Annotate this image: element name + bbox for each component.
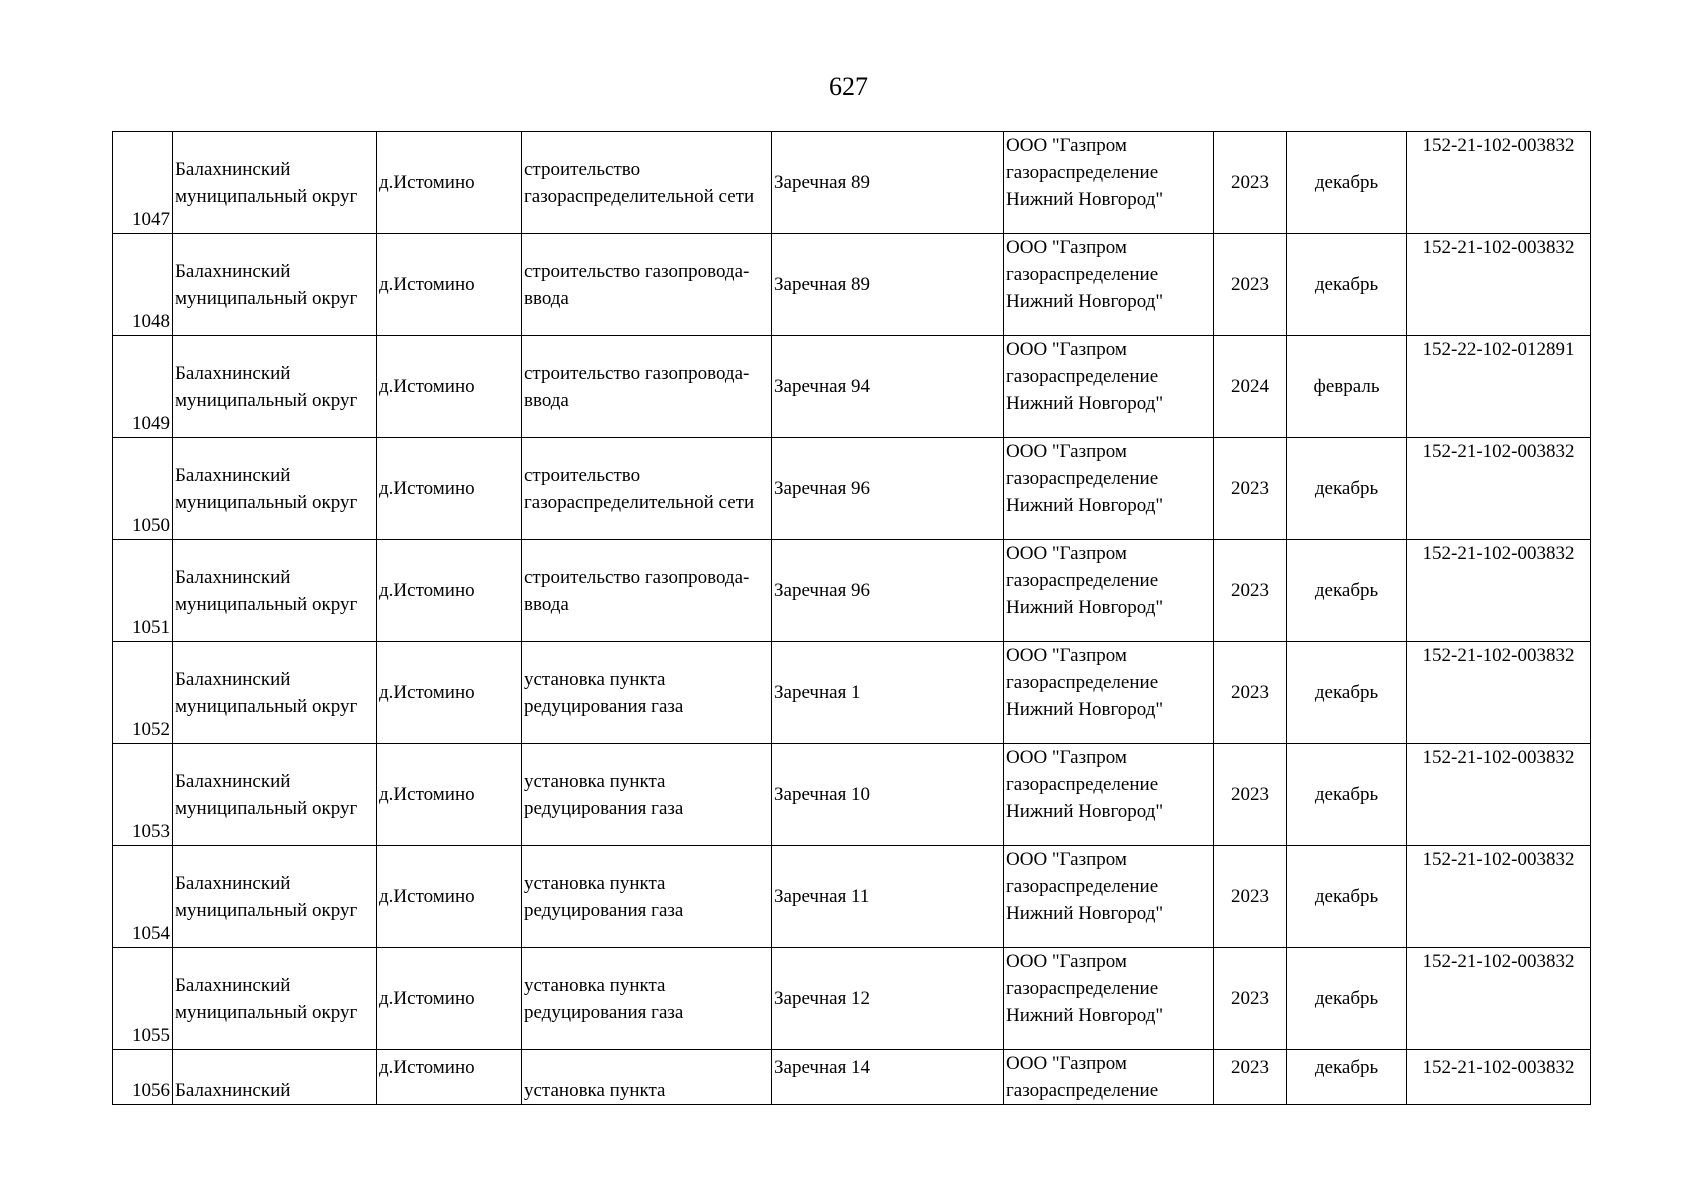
year-cell-text: 2023 xyxy=(1231,886,1269,907)
settlement-cell xyxy=(377,234,522,336)
address-cell xyxy=(772,846,1004,948)
organization-cell-text: Нижний Новгород" xyxy=(1006,903,1164,924)
month-cell-text: декабрь xyxy=(1314,886,1379,907)
row-number xyxy=(113,642,173,744)
address-cell-text: Заречная 14 xyxy=(774,1057,871,1078)
organization-cell xyxy=(1004,642,1214,744)
code-cell-text: 152-21-102-003832 xyxy=(1422,849,1575,870)
organization-cell xyxy=(1004,948,1214,1050)
district-cell xyxy=(173,132,377,234)
organization-cell-text: газораспределение xyxy=(1006,774,1159,795)
year-cell xyxy=(1214,336,1287,438)
table-row xyxy=(113,234,1591,336)
address-cell-text: Заречная 12 xyxy=(774,988,871,1009)
month-cell-text: декабрь xyxy=(1314,580,1379,601)
work-type-cell-text: установка пункта xyxy=(524,974,666,996)
year-cell-text: 2023 xyxy=(1231,478,1269,499)
row-number-text: 1056 xyxy=(132,1080,170,1101)
organization-cell-text: ООО "Газпром xyxy=(1006,237,1127,258)
code-cell xyxy=(1407,336,1591,438)
month-cell-text: февраль xyxy=(1313,376,1380,397)
district-cell xyxy=(173,948,377,1050)
table-row xyxy=(113,846,1591,948)
district-cell-text: муниципальный округ xyxy=(175,899,358,921)
organization-cell-text: Нижний Новгород" xyxy=(1006,1005,1164,1026)
code-cell xyxy=(1407,744,1591,846)
year-cell-text: 2023 xyxy=(1231,784,1269,805)
table-body xyxy=(113,132,1591,1105)
code-cell xyxy=(1407,846,1591,948)
district-cell-text: Балахнинский xyxy=(175,770,291,792)
organization-cell-text: газораспределение xyxy=(1006,570,1159,591)
district-cell-text: Балахнинский xyxy=(175,464,291,486)
work-type-cell-text: строительство газопровода- xyxy=(524,362,750,384)
organization-cell-text: Нижний Новгород" xyxy=(1006,597,1164,618)
address-cell-text: Заречная 96 xyxy=(774,580,871,601)
settlement-cell-text: д.Истомино xyxy=(379,580,475,601)
row-number xyxy=(113,1050,173,1105)
district-cell-text: Балахнинский xyxy=(175,1080,291,1101)
month-cell xyxy=(1287,336,1407,438)
month-cell-text: декабрь xyxy=(1314,682,1379,703)
organization-cell-text: Нижний Новгород" xyxy=(1006,189,1164,210)
register-table xyxy=(112,131,1591,1105)
settlement-cell xyxy=(377,846,522,948)
address-cell xyxy=(772,132,1004,234)
organization-cell xyxy=(1004,540,1214,642)
district-cell-text: муниципальный округ xyxy=(175,185,358,207)
organization-cell xyxy=(1004,438,1214,540)
address-cell xyxy=(772,642,1004,744)
organization-cell-text: газораспределение xyxy=(1006,162,1159,183)
address-cell xyxy=(772,744,1004,846)
table-row xyxy=(113,540,1591,642)
row-number-text: 1055 xyxy=(132,1025,170,1046)
work-type-cell xyxy=(522,234,772,336)
work-type-cell xyxy=(522,1050,772,1105)
year-cell xyxy=(1214,744,1287,846)
organization-cell-text: ООО "Газпром xyxy=(1006,747,1127,768)
district-cell xyxy=(173,642,377,744)
district-cell-text: муниципальный округ xyxy=(175,797,358,819)
table-row xyxy=(113,642,1591,744)
district-cell-text: Балахнинский xyxy=(175,566,291,588)
district-cell-text: Балахнинский xyxy=(175,158,291,180)
month-cell-text: декабрь xyxy=(1314,274,1379,295)
code-cell xyxy=(1407,948,1591,1050)
work-type-cell-text: строительство xyxy=(524,464,641,486)
organization-cell-text: Нижний Новгород" xyxy=(1006,801,1164,822)
address-cell-text: Заречная 1 xyxy=(774,682,861,703)
month-cell-text: декабрь xyxy=(1314,478,1379,499)
table-row xyxy=(113,132,1591,234)
work-type-cell xyxy=(522,744,772,846)
month-cell xyxy=(1287,1050,1407,1105)
organization-cell-text: ООО "Газпром xyxy=(1006,543,1127,564)
address-cell-text: Заречная 89 xyxy=(774,274,871,295)
organization-cell xyxy=(1004,132,1214,234)
work-type-cell-text: установка пункта xyxy=(524,1080,666,1101)
row-number xyxy=(113,744,173,846)
settlement-cell xyxy=(377,1050,522,1105)
district-cell-text: муниципальный округ xyxy=(175,593,358,615)
organization-cell-text: газораспределение xyxy=(1006,978,1159,999)
row-number-text: 1050 xyxy=(132,515,170,536)
month-cell xyxy=(1287,642,1407,744)
code-cell-text: 152-21-102-003832 xyxy=(1422,441,1575,462)
organization-cell-text: газораспределение xyxy=(1006,672,1159,693)
settlement-cell-text: д.Истомино xyxy=(379,274,475,295)
year-cell-text: 2024 xyxy=(1231,376,1269,397)
code-cell xyxy=(1407,132,1591,234)
work-type-cell-text: строительство газопровода- xyxy=(524,260,750,282)
row-number xyxy=(113,540,173,642)
year-cell-text: 2023 xyxy=(1231,988,1269,1009)
year-cell xyxy=(1214,540,1287,642)
organization-cell-text: ООО "Газпром xyxy=(1006,135,1127,156)
table-row xyxy=(113,744,1591,846)
organization-cell-text: ООО "Газпром xyxy=(1006,441,1127,462)
work-type-cell-text: редуцирования газа xyxy=(524,899,684,921)
month-cell xyxy=(1287,846,1407,948)
organization-cell-text: газораспределение xyxy=(1006,264,1159,285)
settlement-cell xyxy=(377,336,522,438)
address-cell xyxy=(772,948,1004,1050)
address-cell-text: Заречная 89 xyxy=(774,172,871,193)
organization-cell-text: ООО "Газпром xyxy=(1006,339,1127,360)
code-cell-text: 152-21-102-003832 xyxy=(1422,135,1575,156)
code-cell xyxy=(1407,540,1591,642)
district-cell-text: Балахнинский xyxy=(175,362,291,384)
row-number xyxy=(113,132,173,234)
address-cell-text: Заречная 10 xyxy=(774,784,871,805)
month-cell xyxy=(1287,132,1407,234)
organization-cell xyxy=(1004,744,1214,846)
district-cell xyxy=(173,744,377,846)
year-cell-text: 2023 xyxy=(1231,682,1269,703)
settlement-cell-text: д.Истомино xyxy=(379,886,475,907)
district-cell-text: муниципальный округ xyxy=(175,1001,358,1023)
year-cell xyxy=(1214,1050,1287,1105)
work-type-cell-text: строительство газопровода- xyxy=(524,566,750,588)
district-cell xyxy=(173,540,377,642)
work-type-cell-text: установка пункта xyxy=(524,668,666,690)
work-type-cell-text: ввода xyxy=(524,389,569,411)
table-row xyxy=(113,336,1591,438)
district-cell xyxy=(173,234,377,336)
row-number xyxy=(113,846,173,948)
district-cell-text: Балахнинский xyxy=(175,872,291,894)
work-type-cell-text: газораспределительной сети xyxy=(524,185,755,207)
organization-cell-text: Нижний Новгород" xyxy=(1006,291,1164,312)
address-cell xyxy=(772,234,1004,336)
work-type-cell-text: редуцирования газа xyxy=(524,695,684,717)
code-cell xyxy=(1407,642,1591,744)
work-type-cell-text: установка пункта xyxy=(524,872,666,894)
settlement-cell-text: д.Истомино xyxy=(379,172,475,193)
month-cell xyxy=(1287,948,1407,1050)
work-type-cell-text: газораспределительной сети xyxy=(524,491,755,513)
district-cell xyxy=(173,438,377,540)
month-cell xyxy=(1287,744,1407,846)
settlement-cell xyxy=(377,948,522,1050)
row-number-text: 1052 xyxy=(132,719,170,740)
settlement-cell-text: д.Истомино xyxy=(379,1057,475,1078)
code-cell xyxy=(1407,234,1591,336)
row-number-text: 1051 xyxy=(132,617,170,638)
row-number xyxy=(113,234,173,336)
code-cell xyxy=(1407,1050,1591,1105)
year-cell xyxy=(1214,846,1287,948)
address-cell xyxy=(772,540,1004,642)
work-type-cell xyxy=(522,438,772,540)
month-cell xyxy=(1287,438,1407,540)
organization-cell-text: газораспределение xyxy=(1006,366,1159,387)
work-type-cell-text: строительство xyxy=(524,158,641,180)
organization-cell-text: ООО "Газпром xyxy=(1006,849,1127,870)
work-type-cell-text: редуцирования газа xyxy=(524,797,684,819)
year-cell xyxy=(1214,642,1287,744)
organization-cell-text: Нижний Новгород" xyxy=(1006,393,1164,414)
organization-cell-text: ООО "Газпром xyxy=(1006,1053,1127,1074)
year-cell xyxy=(1214,438,1287,540)
settlement-cell xyxy=(377,438,522,540)
row-number xyxy=(113,438,173,540)
year-cell xyxy=(1214,948,1287,1050)
district-cell xyxy=(173,1050,377,1105)
month-cell xyxy=(1287,234,1407,336)
row-number xyxy=(113,336,173,438)
work-type-cell-text: ввода xyxy=(524,593,569,615)
settlement-cell-text: д.Истомино xyxy=(379,988,475,1009)
organization-cell xyxy=(1004,1050,1214,1105)
year-cell-text: 2023 xyxy=(1231,580,1269,601)
district-cell-text: муниципальный округ xyxy=(175,389,358,411)
district-cell-text: муниципальный округ xyxy=(175,695,358,717)
work-type-cell-text: установка пункта xyxy=(524,770,666,792)
table-row-partial xyxy=(113,1050,1591,1105)
district-cell-text: муниципальный округ xyxy=(175,287,358,309)
code-cell-text: 152-21-102-003832 xyxy=(1422,951,1575,972)
row-number-text: 1053 xyxy=(132,821,170,842)
month-cell-text: декабрь xyxy=(1314,988,1379,1009)
organization-cell-text: Нижний Новгород" xyxy=(1006,495,1164,516)
address-cell-text: Заречная 96 xyxy=(774,478,871,499)
year-cell-text: 2023 xyxy=(1231,274,1269,295)
work-type-cell xyxy=(522,948,772,1050)
settlement-cell-text: д.Истомино xyxy=(379,784,475,805)
organization-cell-text: газораспределение xyxy=(1006,1080,1159,1101)
address-cell xyxy=(772,336,1004,438)
organization-cell-text: ООО "Газпром xyxy=(1006,951,1127,972)
work-type-cell xyxy=(522,642,772,744)
organization-cell-text: ООО "Газпром xyxy=(1006,645,1127,666)
row-number-text: 1054 xyxy=(132,923,170,944)
month-cell-text: декабрь xyxy=(1314,1057,1379,1078)
organization-cell-text: газораспределение xyxy=(1006,876,1159,897)
settlement-cell-text: д.Истомино xyxy=(379,478,475,499)
organization-cell xyxy=(1004,336,1214,438)
code-cell-text: 152-21-102-003832 xyxy=(1422,645,1575,666)
address-cell-text: Заречная 94 xyxy=(774,376,871,397)
month-cell-text: декабрь xyxy=(1314,172,1379,193)
code-cell-text: 152-22-102-012891 xyxy=(1422,339,1575,360)
code-cell-text: 152-21-102-003832 xyxy=(1422,543,1575,564)
settlement-cell xyxy=(377,642,522,744)
district-cell xyxy=(173,336,377,438)
year-cell xyxy=(1214,234,1287,336)
organization-cell xyxy=(1004,234,1214,336)
settlement-cell xyxy=(377,540,522,642)
work-type-cell-text: редуцирования газа xyxy=(524,1001,684,1023)
district-cell-text: Балахнинский xyxy=(175,260,291,282)
organization-cell-text: газораспределение xyxy=(1006,468,1159,489)
code-cell xyxy=(1407,438,1591,540)
table-row xyxy=(113,438,1591,540)
work-type-cell xyxy=(522,846,772,948)
work-type-cell xyxy=(522,540,772,642)
row-number-text: 1048 xyxy=(132,311,170,332)
month-cell xyxy=(1287,540,1407,642)
code-cell-text: 152-21-102-003832 xyxy=(1422,237,1575,258)
work-type-cell-text: ввода xyxy=(524,287,569,309)
work-type-cell xyxy=(522,132,772,234)
address-cell xyxy=(772,1050,1004,1105)
address-cell-text: Заречная 11 xyxy=(774,886,870,907)
work-type-cell xyxy=(522,336,772,438)
address-cell xyxy=(772,438,1004,540)
page-number: 627 xyxy=(829,72,868,101)
code-cell-text: 152-21-102-003832 xyxy=(1422,747,1575,768)
settlement-cell-text: д.Истомино xyxy=(379,376,475,397)
year-cell xyxy=(1214,132,1287,234)
row-number-text: 1047 xyxy=(132,209,170,230)
district-cell-text: Балахнинский xyxy=(175,974,291,996)
table-row xyxy=(113,948,1591,1050)
month-cell-text: декабрь xyxy=(1314,784,1379,805)
year-cell-text: 2023 xyxy=(1231,1057,1269,1078)
district-cell xyxy=(173,846,377,948)
row-number xyxy=(113,948,173,1050)
year-cell-text: 2023 xyxy=(1231,172,1269,193)
settlement-cell xyxy=(377,132,522,234)
settlement-cell-text: д.Истомино xyxy=(379,682,475,703)
code-cell-text: 152-21-102-003832 xyxy=(1422,1057,1575,1078)
district-cell-text: Балахнинский xyxy=(175,668,291,690)
row-number-text: 1049 xyxy=(132,413,170,434)
district-cell-text: муниципальный округ xyxy=(175,491,358,513)
settlement-cell xyxy=(377,744,522,846)
organization-cell xyxy=(1004,846,1214,948)
organization-cell-text: Нижний Новгород" xyxy=(1006,699,1164,720)
